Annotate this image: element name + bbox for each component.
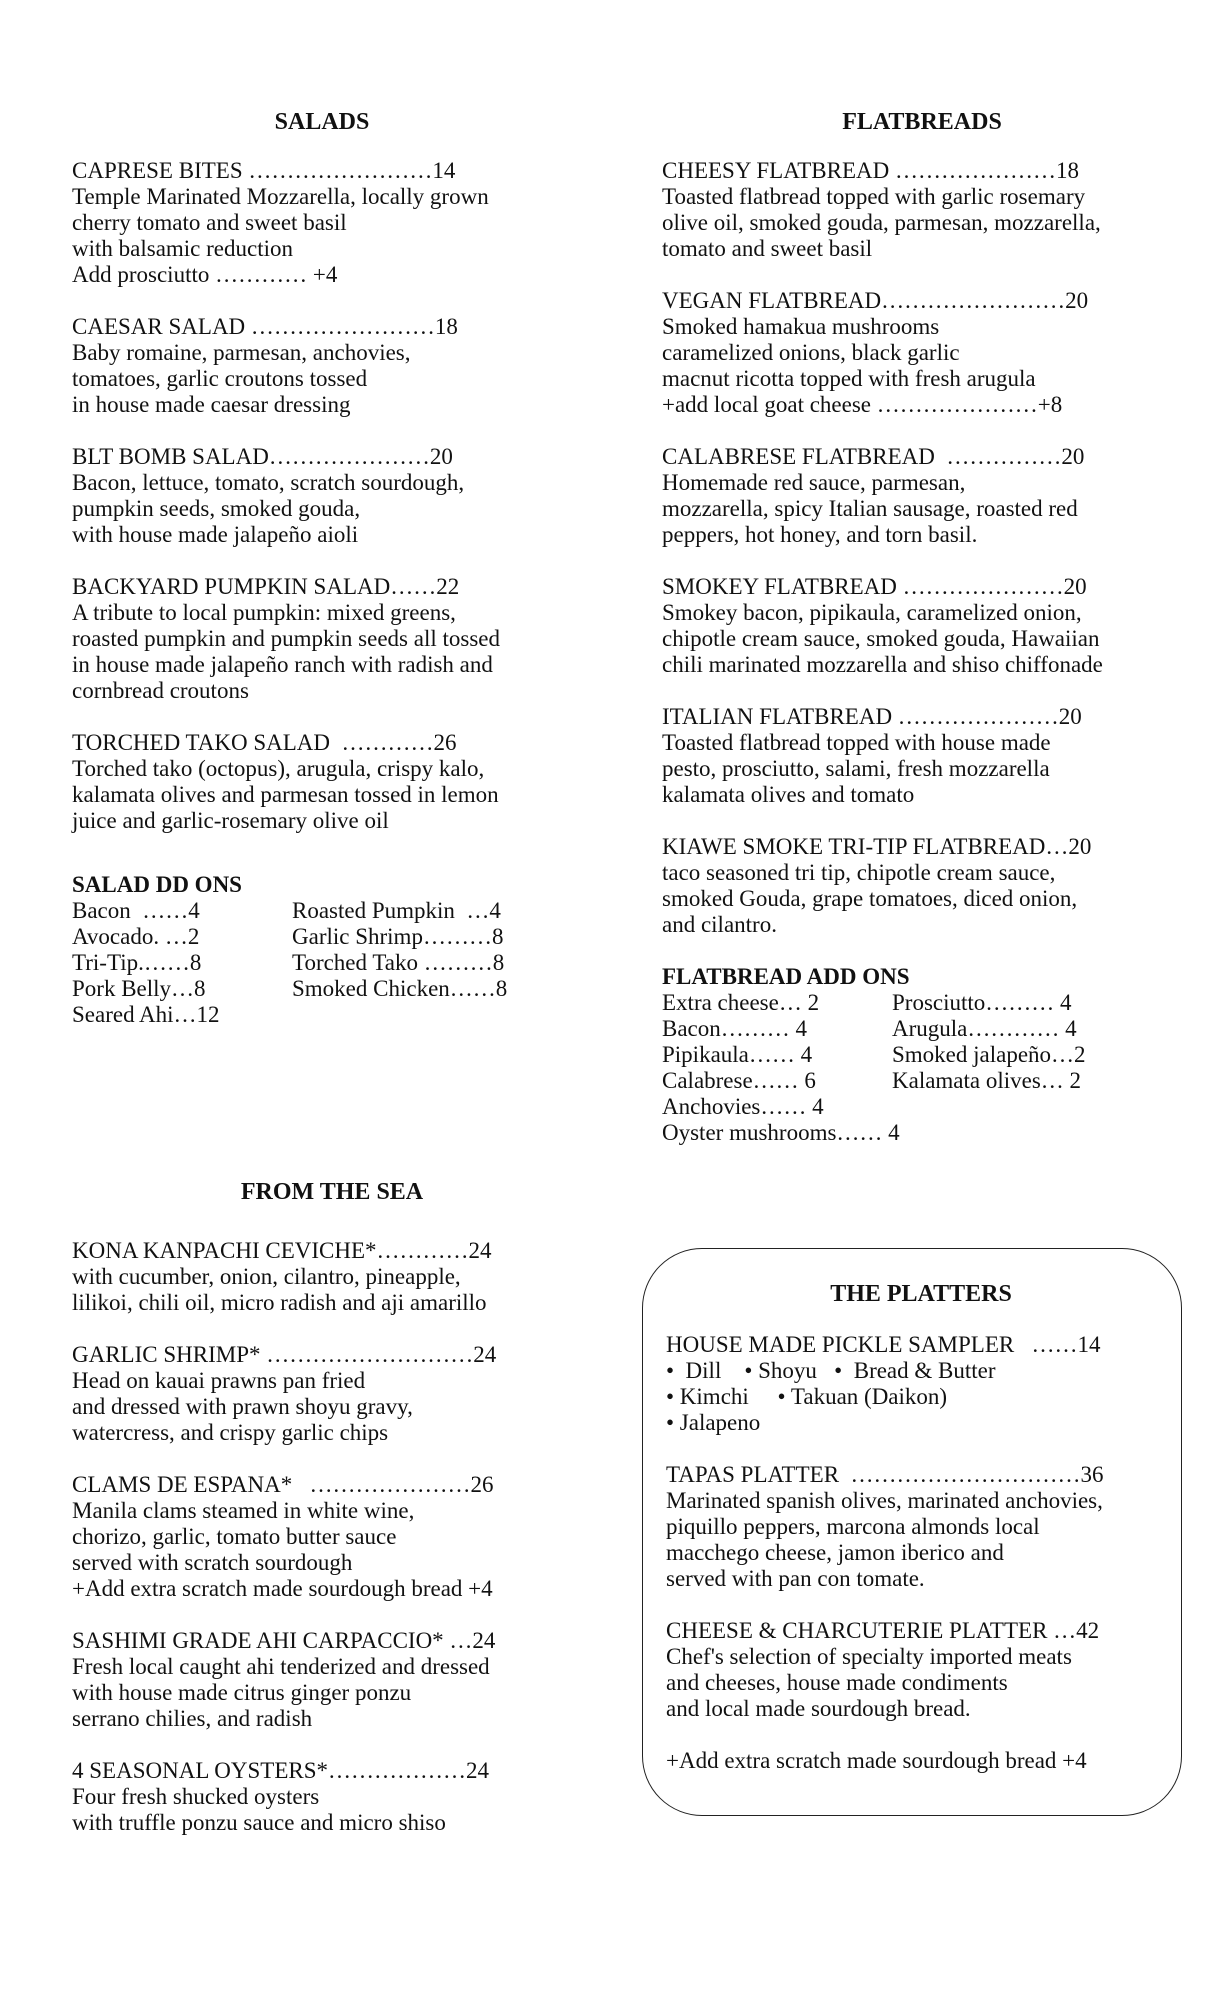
menu-item-description: Bacon, lettuce, tomato, scratch sourdough, (72, 470, 465, 495)
addon-item: Seared Ahi…12 (72, 1002, 220, 1027)
flatbreads-section (662, 108, 1182, 1146)
salads-section (72, 108, 572, 1028)
sea-title: FROM THE SEA (240, 1179, 424, 1205)
menu-item (72, 574, 572, 704)
addon-item: Smoked Chicken……8 (292, 976, 508, 1001)
menu-item-description: served with scratch sourdough (72, 1550, 353, 1575)
menu-item-description: • Kimchi • Takuan (Daikon) (666, 1384, 948, 1409)
menu-item-description: Smokey bacon, pipikaula, caramelized onion, (662, 600, 1082, 625)
menu-item-description: kalamata olives and tomato (662, 782, 915, 807)
addon-item: Kalamata olives… 2 (892, 1068, 1082, 1093)
sea-section (72, 1178, 592, 1862)
addon-item: Extra cheese… 2 (662, 990, 820, 1015)
menu-item-description: juice and garlic-rosemary olive oil (72, 808, 389, 833)
flatbreads-items (662, 158, 1182, 938)
menu-item-description: serrano chilies, and radish (72, 1706, 313, 1731)
menu-item-description: in house made caesar dressing (72, 392, 351, 417)
menu-item (72, 1238, 592, 1316)
addon-item: Avocado. …2 (72, 924, 200, 949)
platters-items (666, 1332, 1176, 1774)
menu-item-name-price: BLT BOMB SALAD…………………20 (72, 444, 453, 469)
menu-item-description: +add local goat cheese …………………+8 (662, 392, 1063, 417)
menu-item-description: kalamata olives and parmesan tossed in lemon (72, 782, 499, 807)
addon-row (662, 1120, 1182, 1146)
addon-item: Bacon……… 4 (662, 1016, 808, 1041)
menu-item-description: and dressed with prawn shoyu gravy, (72, 1394, 413, 1419)
menu-item-name-price: CALABRESE FLATBREAD ……………20 (662, 444, 1085, 469)
menu-item-description: macchego cheese, jamon iberico and (666, 1540, 1004, 1565)
menu-item-description: cherry tomato and sweet basil (72, 210, 347, 235)
menu-item (662, 704, 1182, 808)
menu-item-description: chorizo, garlic, tomato butter sauce (72, 1524, 397, 1549)
menu-item (662, 834, 1182, 938)
menu-item-description: watercress, and crispy garlic chips (72, 1420, 389, 1445)
menu-item-name-price: CLAMS DE ESPANA* …………………26 (72, 1472, 494, 1497)
addon-item: Garlic Shrimp………8 (292, 924, 504, 949)
menu-item-name-price: BACKYARD PUMPKIN SALAD……22 (72, 574, 460, 599)
menu-item-description: in house made jalapeño ranch with radish and (72, 652, 493, 677)
salad-addons (72, 872, 572, 1028)
menu-item-description: Toasted flatbread topped with house made (662, 730, 1051, 755)
menu-item-description: Baby romaine, parmesan, anchovies, (72, 340, 411, 365)
menu-item (72, 1758, 592, 1836)
menu-item-description: Smoked hamakua mushrooms (662, 314, 940, 339)
addon-item: Pork Belly…8 (72, 976, 206, 1001)
flatbread-addons-title: FLATBREAD ADD ONS (662, 964, 910, 989)
menu-item-description: and cilantro. (662, 912, 777, 937)
menu-item-description: caramelized onions, black garlic (662, 340, 960, 365)
menu-item (72, 730, 572, 834)
menu-item-description: pesto, prosciutto, salami, fresh mozzarella (662, 756, 1050, 781)
menu-item-description: with truffle ponzu sauce and micro shiso (72, 1810, 446, 1835)
menu-item (666, 1462, 1176, 1592)
menu-item-name-price: GARLIC SHRIMP* ………………………24 (72, 1342, 497, 1367)
flatbread-addons-rows (662, 990, 1182, 1146)
menu-item-name-price: +Add extra scratch made sourdough bread +4 (666, 1748, 1087, 1773)
menu-item-description: Add prosciutto ………… +4 (72, 262, 338, 287)
menu-item-description: smoked Gouda, grape tomatoes, diced onion, (662, 886, 1078, 911)
menu-item-description: and local made sourdough bread. (666, 1696, 971, 1721)
menu-item-description: Head on kauai prawns pan fried (72, 1368, 366, 1393)
addon-row (662, 1016, 1182, 1042)
salad-addons-title: SALAD DD ONS (72, 872, 242, 897)
flatbread-addons (662, 964, 1182, 1146)
menu-item-description: roasted pumpkin and pumpkin seeds all tossed (72, 626, 500, 651)
menu-item-name-price: VEGAN FLATBREAD……………………20 (662, 288, 1089, 313)
addon-item: Arugula………… 4 (892, 1016, 1077, 1041)
addon-item: Bacon ……4 (72, 898, 200, 923)
menu-item-description: chipotle cream sauce, smoked gouda, Hawaiian (662, 626, 1100, 651)
salad-addons-rows (72, 898, 572, 1028)
menu-item-description: lilikoi, chili oil, micro radish and aji amarillo (72, 1290, 487, 1315)
menu-item (72, 1472, 592, 1602)
sea-items (72, 1238, 592, 1836)
menu-item-name-price: CAESAR SALAD ……………………18 (72, 314, 458, 339)
menu-item-name-price: SASHIMI GRADE AHI CARPACCIO* …24 (72, 1628, 496, 1653)
menu-item-name-price: TAPAS PLATTER …………………………36 (666, 1462, 1104, 1487)
menu-item-description: Fresh local caught ahi tenderized and dressed (72, 1654, 490, 1679)
menu-item-name-price: CHEESE & CHARCUTERIE PLATTER …42 (666, 1618, 1100, 1643)
menu-item-description: macnut ricotta topped with fresh arugula (662, 366, 1036, 391)
menu-item-name-price: 4 SEASONAL OYSTERS*………………24 (72, 1758, 490, 1783)
menu-item-description: • Jalapeno (666, 1410, 761, 1435)
addon-item: Anchovies…… 4 (662, 1094, 824, 1119)
menu-item (72, 1628, 592, 1732)
menu-item-description: and cheeses, house made condiments (666, 1670, 1008, 1695)
menu-item (662, 574, 1182, 678)
menu-item-description: Torched tako (octopus), arugula, crispy kalo, (72, 756, 485, 781)
menu-item (666, 1618, 1176, 1722)
menu-item-description: Manila clams steamed in white wine, (72, 1498, 415, 1523)
addon-item: Pipikaula…… 4 (662, 1042, 813, 1067)
menu-item-description: • Dill • Shoyu • Bread & Butter (666, 1358, 996, 1383)
menu-item-name-price: TORCHED TAKO SALAD …………26 (72, 730, 457, 755)
addon-item: Calabrese…… 6 (662, 1068, 816, 1093)
menu-item-name-price: CAPRESE BITES ……………………14 (72, 158, 456, 183)
menu-item (72, 314, 572, 418)
addon-row (72, 924, 572, 950)
menu-item-description: tomato and sweet basil (662, 236, 873, 261)
menu-item (72, 158, 572, 288)
addon-item: Oyster mushrooms…… 4 (662, 1120, 900, 1145)
addon-item: Smoked jalapeño…2 (892, 1042, 1086, 1067)
menu-item-description: Chef's selection of specialty imported meats (666, 1644, 1072, 1669)
menu-item-description: with house made citrus ginger ponzu (72, 1680, 412, 1705)
menu-item-description: A tribute to local pumpkin: mixed greens, (72, 600, 456, 625)
menu-item (666, 1748, 1176, 1774)
salads-items (72, 158, 572, 834)
addon-row (662, 1042, 1182, 1068)
menu-item-description: +Add extra scratch made sourdough bread +4 (72, 1576, 493, 1601)
addon-row (72, 1002, 572, 1028)
menu-item-description: Homemade red sauce, parmesan, (662, 470, 966, 495)
menu-item-description: served with pan con tomate. (666, 1566, 925, 1591)
addon-row (662, 1094, 1182, 1120)
addon-row (72, 976, 572, 1002)
menu-item-name-price: HOUSE MADE PICKLE SAMPLER ……14 (666, 1332, 1101, 1357)
menu-item-description: piquillo peppers, marcona almonds local (666, 1514, 1040, 1539)
addon-row (662, 990, 1182, 1016)
addon-item: Roasted Pumpkin …4 (292, 898, 501, 923)
menu-item-description: mozzarella, spicy Italian sausage, roasted red (662, 496, 1078, 521)
addon-item: Tri-Tip.……8 (72, 950, 202, 975)
menu-item (662, 288, 1182, 418)
menu-item (666, 1332, 1176, 1436)
menu-item-description: Marinated spanish olives, marinated anchovies, (666, 1488, 1103, 1513)
menu-item-description: taco seasoned tri tip, chipotle cream sauce, (662, 860, 1056, 885)
menu-item-description: Four fresh shucked oysters (72, 1784, 320, 1809)
flatbreads-title: FLATBREADS (842, 109, 1002, 135)
menu-item-name-price: ITALIAN FLATBREAD …………………20 (662, 704, 1082, 729)
menu-item (72, 1342, 592, 1446)
menu-item (662, 444, 1182, 548)
addon-row (72, 950, 572, 976)
addon-item: Prosciutto……… 4 (892, 990, 1072, 1015)
menu-item-description: pumpkin seeds, smoked gouda, (72, 496, 361, 521)
addon-item: Torched Tako ………8 (292, 950, 505, 975)
addon-row (72, 898, 572, 924)
menu-item-name-price: CHEESY FLATBREAD …………………18 (662, 158, 1079, 183)
menu-item (72, 444, 572, 548)
menu-item-name-price: KONA KANPACHI CEVICHE*…………24 (72, 1238, 492, 1263)
platters-title: THE PLATTERS (830, 1281, 1012, 1307)
menu-item-description: cornbread croutons (72, 678, 249, 703)
menu-item-description: olive oil, smoked gouda, parmesan, mozzarella, (662, 210, 1101, 235)
menu-item-description: with cucumber, onion, cilantro, pineapple, (72, 1264, 461, 1289)
menu-item (662, 158, 1182, 262)
menu-item-name-price: SMOKEY FLATBREAD …………………20 (662, 574, 1087, 599)
addon-row (662, 1068, 1182, 1094)
menu-item-description: chili marinated mozzarella and shiso chiffonade (662, 652, 1103, 677)
menu-item-description: Toasted flatbread topped with garlic rosemary (662, 184, 1086, 209)
menu-item-description: with house made jalapeño aioli (72, 522, 359, 547)
salads-title: SALADS (274, 109, 370, 135)
platters-section (666, 1280, 1176, 1800)
menu-item-description: Temple Marinated Mozzarella, locally grown (72, 184, 489, 209)
menu-item-description: tomatoes, garlic croutons tossed (72, 366, 368, 391)
menu-item-description: with balsamic reduction (72, 236, 293, 261)
menu-item-description: peppers, hot honey, and torn basil. (662, 522, 978, 547)
menu-item-name-price: KIAWE SMOKE TRI-TIP FLATBREAD…20 (662, 834, 1092, 859)
